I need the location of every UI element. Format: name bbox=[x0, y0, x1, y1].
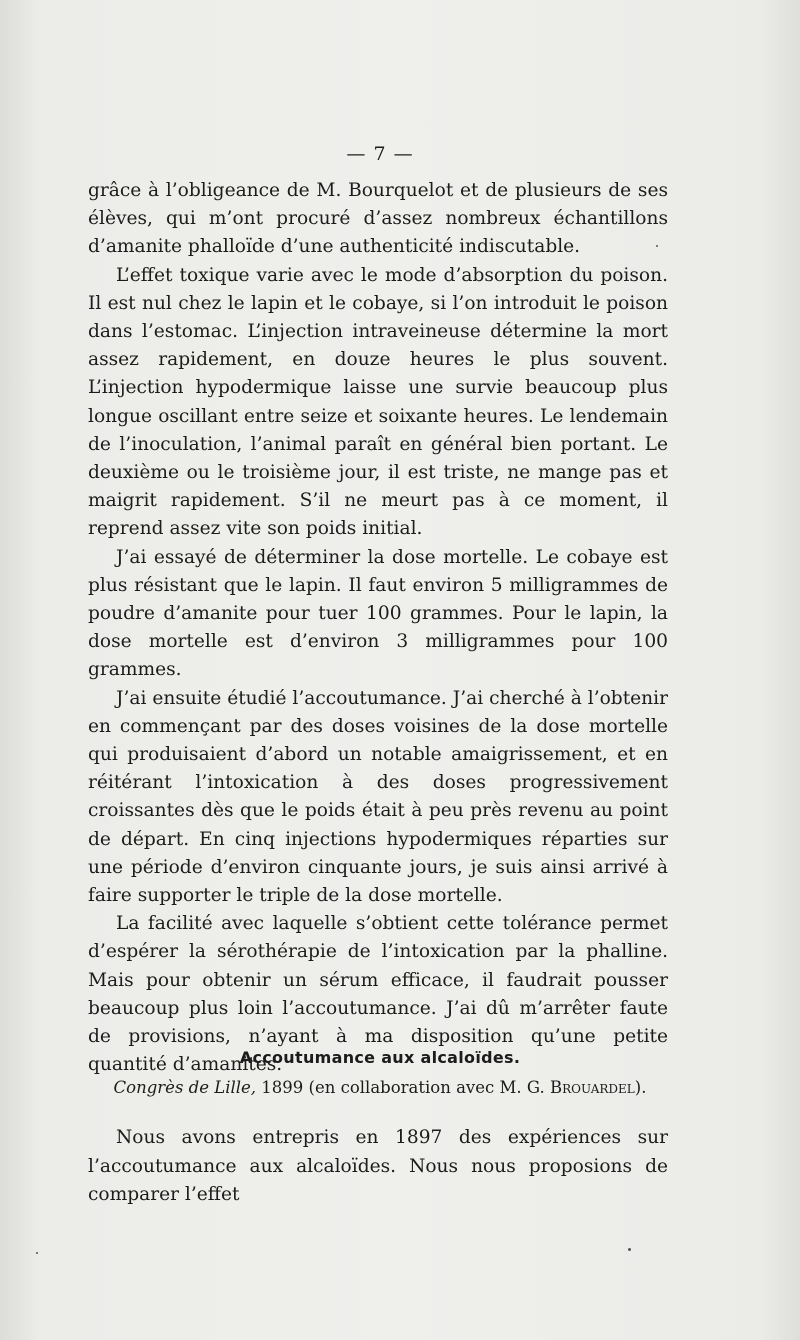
main-text bbox=[88, 177, 668, 1080]
citation-venue: Congrès de Lille, bbox=[113, 1078, 257, 1097]
citation-author: Brouardel bbox=[549, 1078, 635, 1097]
section-citation bbox=[0, 1078, 760, 1097]
paragraph-alkaloids-intro: Nous avons entrepris en 1897 des expériences sur l’accoutumance aux alcaloïdes. Nous nous proposions de comparer l’effet bbox=[88, 1127, 668, 1205]
section-heading: Accoutumance aux alcaloïdes. bbox=[239, 1048, 521, 1067]
paragraph-continuation: grâce à l’obligeance de M. Bourquelot et de plusieurs de ses élèves, qui m’ont procuré d’assez nombreux échantillons d’amanite phalloïde d’une authenticité indiscutable. bbox=[88, 180, 668, 258]
scan-speck bbox=[36, 1252, 38, 1254]
scan-speck bbox=[656, 245, 658, 247]
paragraph-serotherapy: La facilité avec laquelle s’obtient cette tolérance permet d’espérer la sérothérapie de l’intoxication par la phalline. Mais pour obtenir un sérum efficace, il faudrait pousser beaucoup plus loin l’accoutumance. J’ai dû m’arrêter faute de provisions, n’ayant à ma disposition qu’une petite quantité d’amanites. bbox=[88, 913, 668, 1076]
citation-details: 1899 (en collaboration avec M. G. bbox=[256, 1078, 550, 1097]
paragraph-toxic-effect: L’effet toxique varie avec le mode d’absorption du poison. Il est nul chez le lapin et le cobaye, si l’on introduit le poison dans l’estomac. L’injection intraveineuse détermine la mort assez rapidement, en douze heures le plus souvent. L’injection hypodermique laisse une survie beaucoup plus longue oscillant entre seize et soixante heures. Le lendemain de l’inoculation, l’animal paraît en général bien portant. Le deuxième ou le troisième jour, il est triste, ne mange pas et maigrit rapidement. S’il ne meurt pas à ce moment, il reprend assez vite son poids initial. bbox=[88, 264, 668, 540]
paragraph-lethal-dose: J’ai essayé de déterminer la dose mortelle. Le cobaye est plus résistant que le lapin. Il faut environ 5 milligrammes de poudre d’amanite pour tuer 100 grammes. Pour le lapin, la dose mortelle est d’environ 3 milligrammes pour 100 grammes. bbox=[88, 546, 668, 681]
citation-end: ). bbox=[634, 1078, 647, 1097]
scan-speck bbox=[628, 1248, 631, 1251]
page-number: — 7 — bbox=[346, 143, 414, 165]
paragraph-habituation: J’ai ensuite étudié l’accoutumance. J’ai cherché à l’obtenir en commençant par des doses voisines de la dose mortelle qui produisaient d’abord un notable amaigrissement, et en réitérant l’intoxication à des doses progressivement croissantes dès que le poids était à peu près revenu au point de départ. En cinq injections hypodermiques réparties sur une période d’environ cinquante jours, je suis ainsi arrivé à faire supporter le triple de la dose mortelle. bbox=[88, 687, 668, 907]
section-text bbox=[88, 1124, 668, 1210]
